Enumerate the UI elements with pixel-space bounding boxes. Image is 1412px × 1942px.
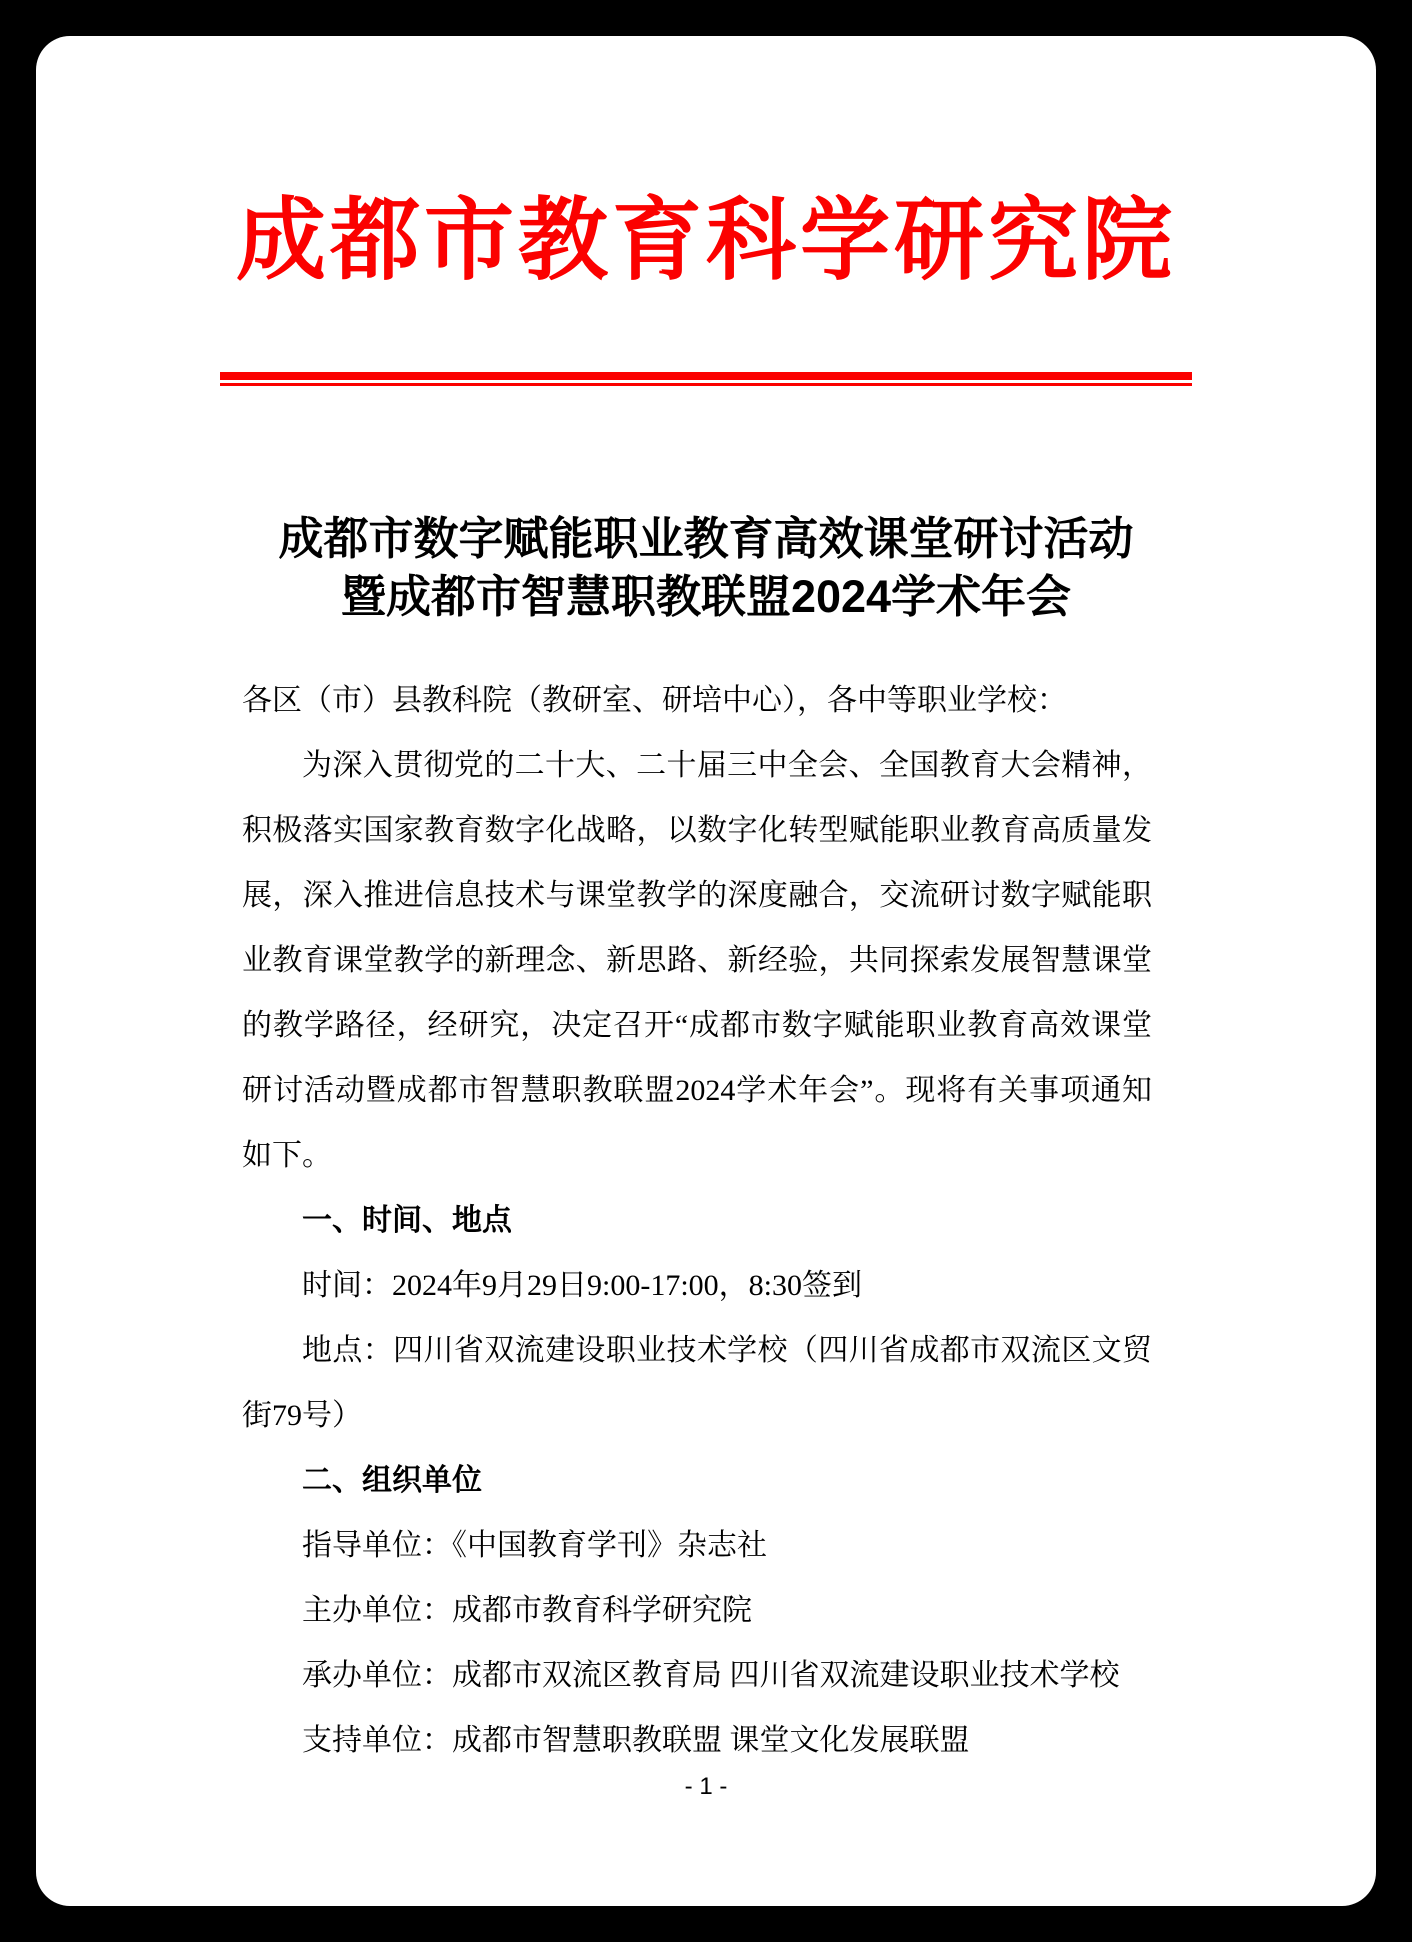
letterhead-divider-rule	[220, 372, 1192, 386]
section-heading-organizers: 二、组织单位	[302, 1464, 482, 1497]
body-line: 如下。	[242, 1139, 332, 1172]
divider-thick-line	[220, 372, 1192, 380]
body-line-salutation: 各区（市）县教科院（教研室、研培中心），各中等职业学校：	[242, 684, 1067, 717]
body-line: 展，深入推进信息技术与课堂教学的深度融合，交流研讨数字赋能职	[242, 879, 1152, 912]
body-line-time: 时间：2024年9月29日9:00-17:00，8:30签到	[302, 1269, 862, 1302]
document-page	[36, 36, 1376, 1906]
body-line: 的教学路径，经研究，决定召开“成都市数字赋能职业教育高效课堂	[242, 1009, 1152, 1042]
body-line-guidance-unit: 指导单位：《中国教育学刊》杂志社	[302, 1529, 767, 1562]
body-line: 研讨活动暨成都市智慧职教联盟2024学术年会”。现将有关事项通知	[242, 1074, 1152, 1107]
body-line-location-wrap: 街79号）	[242, 1399, 362, 1432]
section-heading-time-location: 一、时间、地点	[302, 1204, 512, 1237]
document-title-line-2: 暨成都市智慧职教联盟2024学术年会	[340, 571, 1072, 622]
body-line-undertaker-unit: 承办单位：成都市双流区教育局 四川省双流建设职业技术学校	[302, 1659, 1120, 1692]
body-line: 积极落实国家教育数字化战略，以数字化转型赋能职业教育高质量发	[242, 814, 1152, 847]
body-line: 为深入贯彻党的二十大、二十届三中全会、全国教育大会精神，	[302, 749, 1152, 782]
organization-letterhead-title: 成都市教育科学研究院	[236, 192, 1176, 291]
document-title-line-1: 成都市数字赋能职业教育高效课堂研讨活动	[278, 513, 1134, 564]
body-line-host-unit: 主办单位：成都市教育科学研究院	[302, 1594, 752, 1627]
document-body	[242, 668, 1152, 1773]
page-number: - 1 -	[684, 1773, 728, 1800]
body-line-location: 地点：四川省双流建设职业技术学校（四川省成都市双流区文贸	[302, 1334, 1152, 1367]
document-title	[36, 510, 1376, 626]
body-line: 业教育课堂教学的新理念、新思路、新经验，共同探索发展智慧课堂	[242, 944, 1152, 977]
divider-thin-line	[220, 383, 1192, 386]
body-line-support-unit: 支持单位：成都市智慧职教联盟 课堂文化发展联盟	[302, 1724, 970, 1757]
